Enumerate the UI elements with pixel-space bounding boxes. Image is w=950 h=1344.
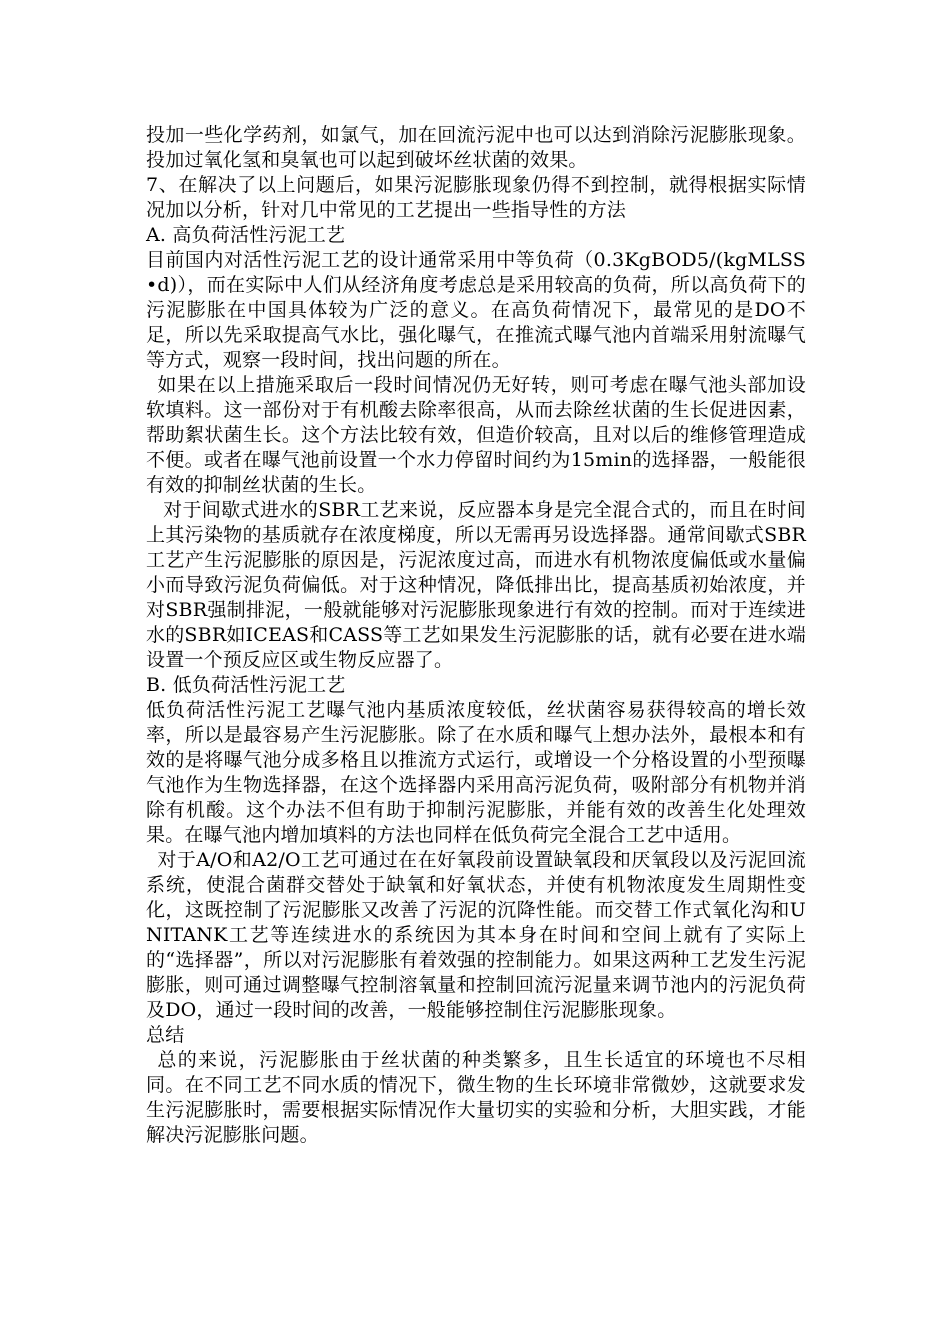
document-page xyxy=(146,123,806,1148)
paragraph-high-load-intro: 目前国内对活性污泥工艺的设计通常采用中等负荷（0.3KgBOD5/(kgMLSS•d)），而在实际中人们从经济角度考虑总是采用较高的负荷，所以高负荷下的污泥膨胀在中国具体较为广泛的意义。在高负荷情况下，最常见的是DO不足，所以先采取提高气水比，强化曝气，在推流式曝气池内首端采用射流曝气等方式，观察一段时间，找出问题的所在。 xyxy=(146,249,806,371)
paragraph-low-load-intro: 低负荷活性污泥工艺曝气池内基质浓度较低，丝状菌容易获得较高的增长效率，所以是最容易产生污泥膨胀。除了在水质和曝气上想办法外，最根本和有效的是将曝气池分成多格且以推流方式运行，或增设一个分格设置的小型预曝气池作为生物选择器，在这个选择器内采用高污泥负荷，吸附部分有机物并消除有机酸。这个办法不但有助于抑制污泥膨胀，并能有效的改善生化处理效果。在曝气池内增加填料的方法也同样在低负荷完全混合工艺中适用。 xyxy=(146,699,806,846)
paragraph-soft-filler: 如果在以上措施采取后一段时间情况仍无好转，则可考虑在曝气池头部加设软填料。这一部份对于有机酸去除率很高，从而去除丝状菌的生长促进因素，帮助絮状菌生长。这个方法比较有效，但造价较高，且对以后的维修管理造成不便。或者在曝气池前设置一个水力停留时间约为15min的选择器，一般能很有效的抑制丝状菌的生长。 xyxy=(146,374,806,496)
heading-high-load-process: A. 高负荷活性污泥工艺 xyxy=(146,224,346,246)
paragraph-item-7: 7、在解决了以上问题后，如果污泥膨胀现象仍得不到控制，就得根据实际情况加以分析，针对几中常见的工艺提出一些指导性的方法 xyxy=(146,174,806,221)
paragraph-chemical-dosing: 投加一些化学药剂，如氯气，加在回流污泥中也可以达到消除污泥膨胀现象。投加过氧化氢和臭氧也可以起到破坏丝状菌的效果。 xyxy=(146,124,806,171)
heading-low-load-process: B. 低负荷活性污泥工艺 xyxy=(146,674,346,696)
heading-summary: 总结 xyxy=(146,1024,185,1046)
paragraph-ao-a2o-process: 对于A/O和A2/O工艺可通过在在好氧段前设置缺氧段和厌氧段以及污泥回流系统，使混合菌群交替处于缺氧和好氧状态，并使有机物浓度发生周期性变化，这既控制了污泥膨胀又改善了污泥的沉降性能。而交替工作式氧化沟和UNITANK工艺等连续进水的系统因为其本身在时间和空间上就有了实际上的“选择器”，所以对污泥膨胀有着效强的控制能力。如果这两种工艺发生污泥膨胀，则可通过调整曝气控制溶氧量和控制回流污泥量来调节池内的污泥负荷及DO，通过一段时间的改善，一般能够控制住污泥膨胀现象。 xyxy=(146,849,806,1021)
paragraph-summary: 总的来说，污泥膨胀由于丝状菌的种类繁多，且生长适宜的环境也不尽相同。在不同工艺不同水质的情况下，微生物的生长环境非常微妙，这就要求发生污泥膨胀时，需要根据实际情况作大量切实的实验和分析，大胆实践，才能解决污泥膨胀问题。 xyxy=(146,1049,806,1146)
paragraph-sbr-process: 对于间歇式进水的SBR工艺来说，反应器本身是完全混合式的，而且在时间上其污染物的基质就存在浓度梯度，所以无需再另设选择器。通常间歇式SBR工艺产生污泥膨胀的原因是，污泥浓度过高，而进水有机物浓度偏低或水量偏小而导致污泥负荷偏低。对于这种情况，降低排出比，提高基质初始浓度，并对SBR强制排泥，一般就能够对污泥膨胀现象进行有效的控制。而对于连续进水的SBR如ICEAS和CASS等工艺如果发生污泥膨胀的话，就有必要在进水端设置一个预反应区或生物反应器了。 xyxy=(146,499,806,671)
